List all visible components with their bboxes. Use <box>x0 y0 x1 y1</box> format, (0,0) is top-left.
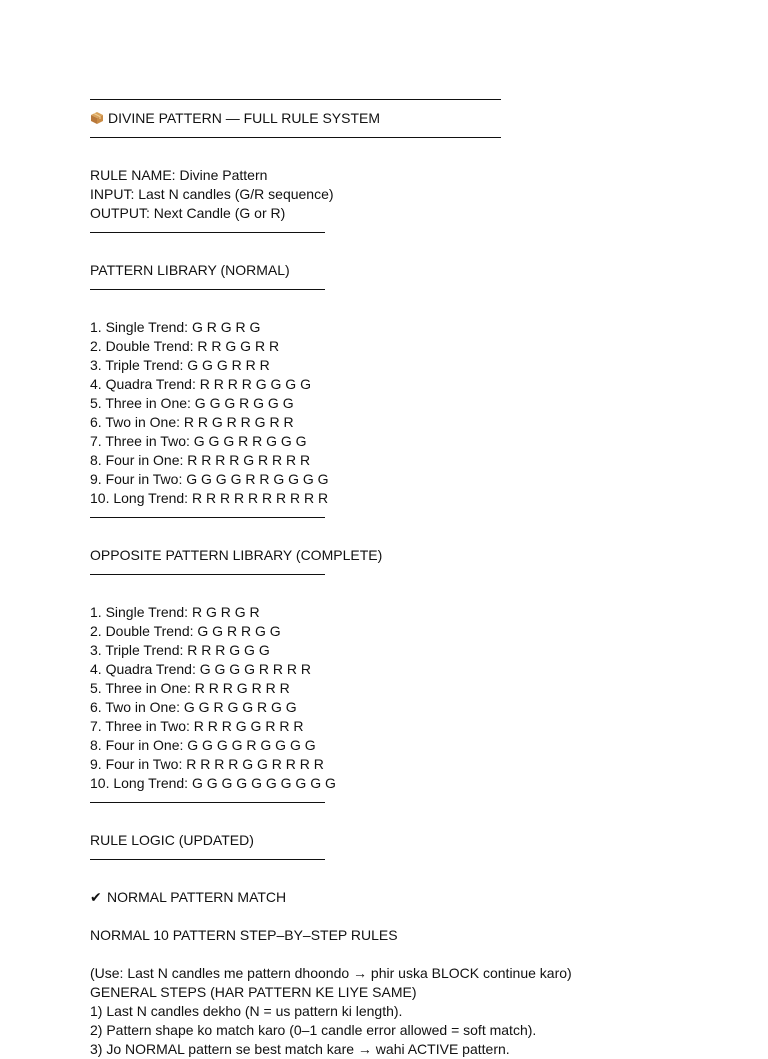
list-item: 5. Three in One: G G G R G G G <box>90 395 294 411</box>
divider <box>90 280 690 299</box>
step-item: 1) Last N candles dekho (N = us pattern ki length). <box>90 1003 403 1019</box>
list-item: 3. Triple Trend: R R R G G G <box>90 642 270 658</box>
step-item: 2) Pattern shape ko match karo (0–1 candle error allowed = soft match). <box>90 1022 537 1038</box>
package-icon <box>90 111 104 125</box>
list-item: 9. Four in Two: G G G G R R G G G G <box>90 471 329 487</box>
list-item: 1. Single Trend: R G R G R <box>90 604 260 620</box>
rule-logic-heading: RULE LOGIC (UPDATED) <box>90 832 254 848</box>
list-item: 7. Three in Two: R R R G G R R R <box>90 718 304 734</box>
rule-input: INPUT: Last N candles (G/R sequence) <box>90 186 334 202</box>
list-item: 9. Four in Two: R R R R G G R R R R <box>90 756 324 772</box>
divider <box>90 508 690 527</box>
list-item: 6. Two in One: R R G R R G R R <box>90 414 294 430</box>
document-page <box>90 90 690 1059</box>
divider <box>90 90 690 109</box>
normal-library-heading: PATTERN LIBRARY (NORMAL) <box>90 262 290 278</box>
list-item: 1. Single Trend: G R G R G <box>90 319 261 335</box>
step-item: 3) Jo NORMAL pattern se best match kare → wahi ACTIVE pattern. <box>90 1041 510 1057</box>
list-item: 2. Double Trend: G G R R G G <box>90 623 281 639</box>
use-note: (Use: Last N candles me pattern dhoondo → phir uska BLOCK continue karo) <box>90 965 572 981</box>
normal-pattern-list <box>90 318 690 508</box>
list-item: 4. Quadra Trend: R R R R G G G G <box>90 376 311 392</box>
list-item: 5. Three in One: R R R G R R R <box>90 680 290 696</box>
divider <box>90 793 690 812</box>
document-title: DIVINE PATTERN — FULL RULE SYSTEM <box>90 109 690 128</box>
list-item: 4. Quadra Trend: G G G G R R R R <box>90 661 311 677</box>
opposite-library-heading: OPPOSITE PATTERN LIBRARY (COMPLETE) <box>90 547 383 563</box>
check-mark-icon: ✔ <box>90 890 102 906</box>
divider <box>90 565 690 584</box>
general-steps-heading: GENERAL STEPS (HAR PATTERN KE LIYE SAME) <box>90 984 417 1000</box>
list-item: 2. Double Trend: R R G G R R <box>90 338 280 354</box>
list-item: 10. Long Trend: R R R R R R R R R R <box>90 490 329 506</box>
list-item: 8. Four in One: G G G G R G G G G <box>90 737 316 753</box>
divider <box>90 850 690 869</box>
list-item: 8. Four in One: R R R R G R R R R <box>90 452 311 468</box>
list-item: 3. Triple Trend: G G G R R R <box>90 357 270 373</box>
divider <box>90 223 690 242</box>
rule-name: RULE NAME: Divine Pattern <box>90 167 268 183</box>
rule-output: OUTPUT: Next Candle (G or R) <box>90 205 286 221</box>
divider <box>90 128 690 147</box>
steps-heading: NORMAL 10 PATTERN STEP–BY–STEP RULES <box>90 927 398 943</box>
opposite-pattern-list <box>90 603 690 793</box>
list-item: 10. Long Trend: G G G G G G G G G G <box>90 775 336 791</box>
list-item: 6. Two in One: G G R G G R G G <box>90 699 297 715</box>
list-item: 7. Three in Two: G G G R R G G G <box>90 433 307 449</box>
normal-match-heading: ✔ NORMAL PATTERN MATCH <box>90 889 287 906</box>
